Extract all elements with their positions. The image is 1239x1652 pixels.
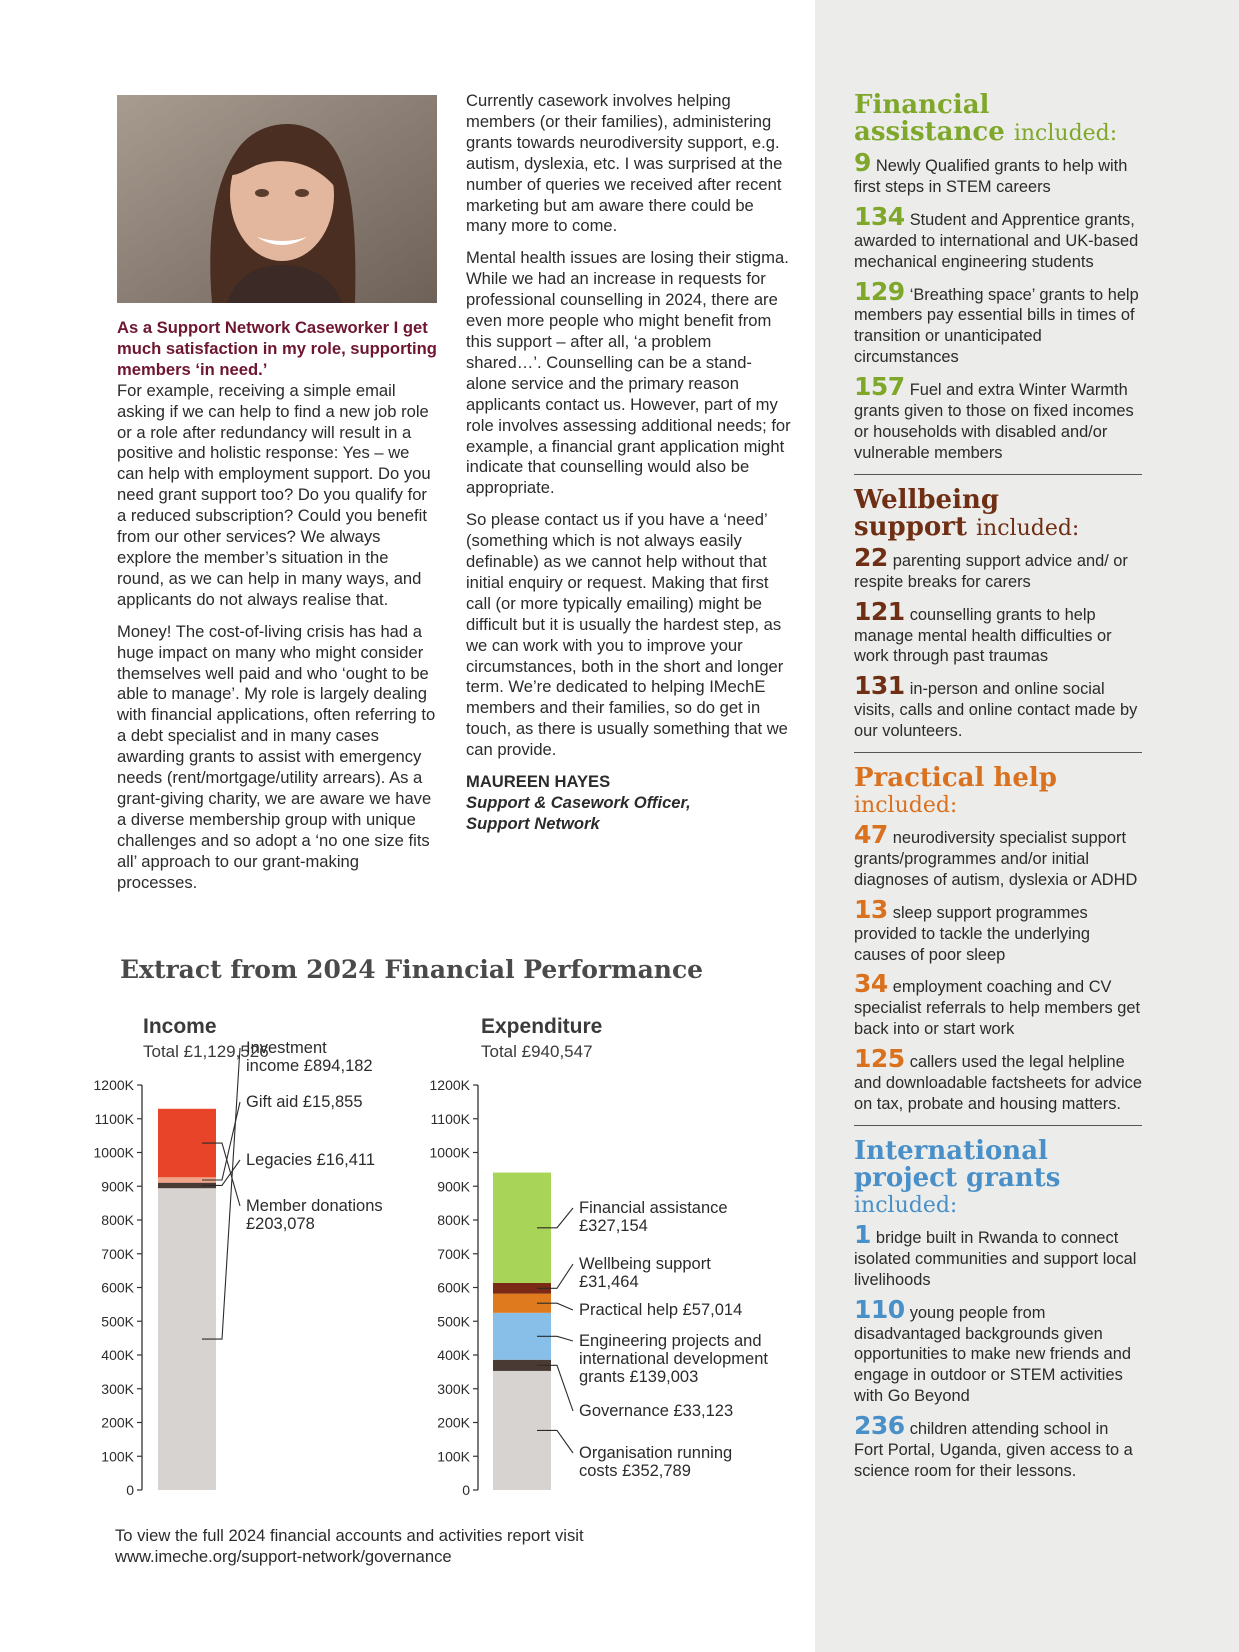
- y-tick-label: 100K: [101, 1448, 134, 1465]
- stat-number: 34: [854, 969, 888, 999]
- middle-paragraph-2: Mental health issues are losing their stigma. While we had an increase in requests for professional counselling in 2024, there are even more people who might benefit from this support – after all, ‘a problem shared…’. Counselling can be a stand-alone service and the primary reason applicants contact us. However, part of my role involves assessing additional needs; for example, a financial grant application might indicate that counselling would also be appropriate.: [466, 248, 791, 498]
- expenditure-chart-total: Total £940,547: [481, 1042, 593, 1061]
- stat-text: neurodiversity specialist support grants/programmes and/or initial diagnoses of autism, dyslexia or ADHD: [854, 829, 1138, 889]
- financial-title: [854, 92, 1142, 147]
- income-chart-total: Total £1,129,526: [143, 1042, 269, 1061]
- signature-role-2: Support Network: [466, 813, 600, 833]
- stat-number: 1: [854, 1219, 871, 1249]
- y-tick-label: 1000K: [93, 1144, 134, 1161]
- data-label: Investment: [246, 1039, 327, 1057]
- middle-paragraph-3: So please contact us if you have a ‘need’ (something which is not always easily definable) as we cannot help without that initial enquiry or request. Making that first call (or more typically emailing) might be difficult but it is usually the hardest step, as we can work with you to improve your circumstances, both in the short and longer term. We’re dedicated to helping IMechE members and their families, so do get in touch, as there is usually something that we can provide.: [466, 510, 788, 760]
- stat-text: parenting support advice and/ or respite breaks for carers: [854, 551, 1128, 591]
- data-label: Member donations: [246, 1197, 383, 1215]
- international-title-line-2: project grants: [854, 1162, 1061, 1193]
- financial-item: [854, 372, 1142, 464]
- wellbeing-title-line-1: Wellbeing: [854, 484, 1000, 515]
- signature-role-1: Support & Casework Officer,: [466, 793, 691, 812]
- financial-item: [854, 201, 1142, 273]
- y-tick-label: 300K: [437, 1380, 470, 1397]
- stat-number: 129: [854, 276, 905, 306]
- y-tick-label: 1200K: [93, 1077, 134, 1093]
- stat-number: 134: [854, 201, 905, 231]
- data-label: income £894,182: [246, 1057, 373, 1075]
- y-tick-label: 400K: [437, 1347, 470, 1363]
- data-label: Governance £33,123: [579, 1402, 734, 1420]
- financial-item: [854, 148, 1142, 198]
- y-tick-label: 700K: [101, 1245, 134, 1262]
- expenditure-chart-title: Expenditure: [481, 1015, 603, 1038]
- financial-item: [854, 276, 1142, 369]
- stat-text: sleep support programmes provided to tackle the underlying causes of poor sleep: [854, 903, 1090, 964]
- y-tick-label: 0: [462, 1482, 470, 1498]
- y-tick-label: 400K: [101, 1347, 134, 1363]
- stat-number: 131: [854, 671, 905, 701]
- sidebar: [854, 92, 1142, 1491]
- wellbeing-title-word: support: [854, 511, 967, 542]
- stat-number: 110: [854, 1294, 905, 1324]
- data-label: Organisation running: [579, 1444, 733, 1462]
- stat-text: in-person and online social visits, calls and online contact made by our volunteers.: [854, 680, 1138, 741]
- y-tick-label: 1200K: [429, 1077, 470, 1093]
- y-tick-label: 600K: [437, 1279, 470, 1296]
- y-tick-label: 1100K: [94, 1110, 134, 1127]
- wellbeing-item: [854, 542, 1142, 593]
- financial-title-sub: included:: [1013, 121, 1118, 146]
- data-label: international development: [579, 1350, 768, 1368]
- y-tick-label: 1000K: [429, 1144, 470, 1161]
- wellbeing-title: [854, 484, 1142, 542]
- y-tick-label: 500K: [437, 1313, 470, 1330]
- practical-item: [854, 1044, 1142, 1115]
- stat-text: bridge built in Rwanda to connect isolated communities and support local livelihoods: [854, 1228, 1137, 1289]
- practical-item: [854, 969, 1142, 1040]
- stat-text: young people from disadvantaged backgrounds given opportunities to make new friends and engage in outdoor or STEM activities with Go Beyond: [854, 1303, 1131, 1406]
- practical-item: [854, 820, 1142, 891]
- international-item: [854, 1411, 1142, 1482]
- data-label: Gift aid £15,855: [246, 1093, 363, 1111]
- middle-column: [466, 91, 791, 846]
- practical-title-sub: included:: [854, 793, 958, 819]
- y-tick-label: 800K: [437, 1212, 470, 1228]
- stat-number: 22: [854, 542, 888, 572]
- data-label: grants £139,003: [579, 1368, 699, 1386]
- signature: [466, 772, 791, 835]
- y-tick-label: 900K: [101, 1178, 134, 1195]
- section-divider: [854, 752, 1142, 753]
- international-item: [854, 1294, 1142, 1408]
- income-chart-title: Income: [143, 1015, 217, 1038]
- wellbeing-item: [854, 671, 1142, 742]
- stat-text: Fuel and extra Winter Warmth grants given to those on fixed incomes or households with disabled and/or vulnerable members: [854, 381, 1134, 462]
- y-tick-label: 800K: [101, 1212, 134, 1228]
- data-label: £31,464: [579, 1273, 639, 1291]
- practical-title-line-1: Practical help: [854, 763, 1057, 794]
- stat-text: children attending school in Fort Portal, Uganda, given access to a science room for their lessons.: [854, 1420, 1133, 1480]
- international-title: [854, 1135, 1142, 1219]
- y-tick-label: 700K: [437, 1245, 470, 1262]
- data-label: Financial assistance: [579, 1199, 728, 1217]
- stat-text: callers used the legal helpline and downloadable factsheets for advice on tax, probate and housing matters.: [854, 1053, 1142, 1113]
- y-tick-label: 600K: [101, 1279, 134, 1296]
- y-tick-label: 200K: [101, 1414, 134, 1431]
- lead-quote: As a Support Network Caseworker I get much satisfaction in my role, supporting members ‘in need.’: [117, 318, 437, 379]
- y-tick-label: 100K: [437, 1448, 470, 1465]
- y-tick-label: 0: [126, 1482, 134, 1498]
- wellbeing-title-sub: included:: [976, 515, 1080, 541]
- middle-paragraph-1: Currently casework involves helping members (or their families), administering grants towards neurodiversity support, e.g. autism, dyslexia, etc. I was surprised at the number of queries we received after recent marketing but am aware there could be many more to come.: [466, 91, 783, 236]
- stat-number: 157: [854, 372, 905, 402]
- stat-number: 121: [854, 596, 905, 626]
- stat-text: employment coaching and CV specialist referrals to help members get back into or start work: [854, 978, 1141, 1039]
- y-tick-label: 200K: [437, 1414, 470, 1431]
- international-title-sub: included:: [854, 1192, 958, 1218]
- financial-title-word: assistance: [854, 117, 1005, 147]
- data-label: Wellbeing support: [579, 1255, 711, 1273]
- data-label: £203,078: [246, 1215, 315, 1233]
- y-tick-label: 900K: [437, 1178, 470, 1195]
- wellbeing-title-line-2: [854, 511, 1142, 542]
- section-divider: [854, 474, 1142, 475]
- data-label: costs £352,789: [579, 1462, 691, 1480]
- section-divider: [854, 1125, 1142, 1126]
- wellbeing-item: [854, 596, 1142, 668]
- practical-item: [854, 894, 1142, 966]
- y-tick-label: 500K: [101, 1313, 134, 1330]
- stat-number: 9: [854, 148, 871, 177]
- international-title-line-1: International: [854, 1135, 1048, 1166]
- y-tick-label: 1100K: [430, 1110, 470, 1127]
- data-label: Legacies £16,411: [246, 1151, 376, 1169]
- signature-name: MAUREEN HAYES: [466, 772, 611, 792]
- left-column: [117, 318, 437, 904]
- y-tick-label: 300K: [101, 1380, 134, 1397]
- footer-url[interactable]: www.imeche.org/support-network/governance: [115, 1547, 452, 1566]
- stat-number: 125: [854, 1044, 905, 1074]
- left-paragraph-2: Money! The cost-of-living crisis has had a huge impact on many who might consider themselves well paid and who ‘ought to be able to manage’. My role is largely dealing with financial applications, often referring to a debt specialist and in many cases awarding grants to assist with emergency needs (rent/mortgage/utility arrears). As a grant-giving charity, we are aware we have a diverse membership group with unique challenges and so adopt a ‘no one size fits all’ approach to our grant-making processes.: [117, 621, 436, 892]
- data-label: Practical help £57,014: [579, 1301, 743, 1319]
- financial-title-line-1: Financial: [854, 90, 990, 120]
- footer-line-1: To view the full 2024 financial accounts and activities report visit: [115, 1526, 584, 1545]
- data-label: Engineering projects and: [579, 1332, 762, 1350]
- international-item: [854, 1219, 1142, 1291]
- left-paragraph-1-text: For example, receiving a simple email asking if we can help to find a new job role or a role after redundancy will result in a positive and holistic response: Yes – we can help with employment support. Do you need grant support too? Do you qualify for a reduced subscription? Could you benefit from our other services? We always explore the member’s situation in the round, as we can help in many ways, and applicants do not always realise that.: [117, 380, 431, 609]
- stat-text: counselling grants to help manage mental health difficulties or work through past traumas: [854, 605, 1112, 666]
- stat-text: Newly Qualified grants to help with first steps in STEM careers: [854, 157, 1128, 196]
- stat-text: ‘Breathing space’ grants to help members pay essential bills in times of transition or unanticipated circumstances: [854, 285, 1139, 367]
- stat-number: 236: [854, 1411, 905, 1441]
- stat-number: 47: [854, 820, 888, 850]
- stat-text: Student and Apprentice grants, awarded to international and UK-based mechanical engineering students: [854, 210, 1139, 271]
- portrait-photo: [117, 95, 437, 303]
- stat-number: 13: [854, 894, 888, 924]
- financial-title-line-2: [854, 119, 1142, 147]
- footer: [115, 1525, 584, 1567]
- practical-title: [854, 765, 1142, 819]
- data-label: £327,154: [579, 1217, 648, 1235]
- left-paragraph-1: [117, 318, 437, 611]
- performance-title: Extract from 2024 Financial Performance: [120, 955, 704, 984]
